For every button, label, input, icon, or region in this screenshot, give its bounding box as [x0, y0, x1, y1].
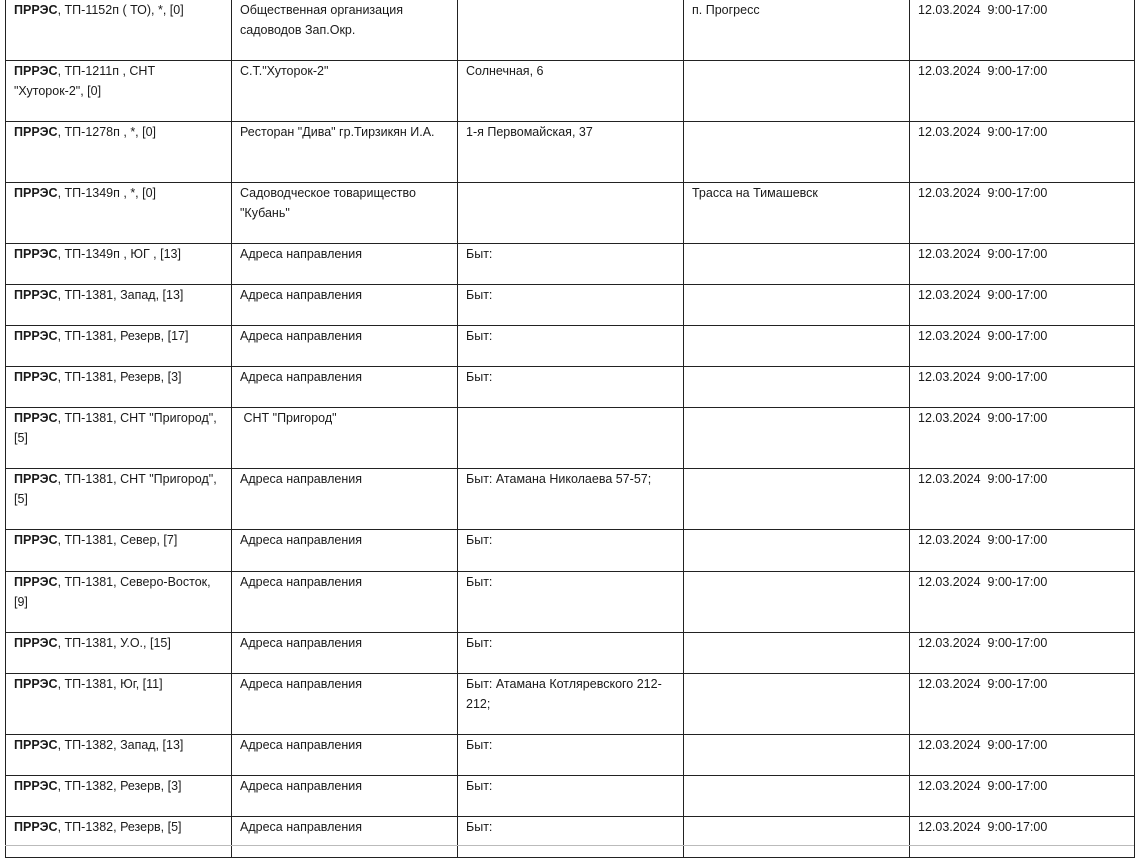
object-name: , ТП-1381, Север, [7]	[57, 533, 178, 547]
settlement-cell	[684, 572, 910, 633]
settlement-cell	[684, 367, 910, 408]
table-row	[6, 0, 1135, 61]
time-text: 9:00-17:00	[987, 738, 1048, 752]
res-prefix: ПРРЭС	[14, 738, 58, 752]
table-row	[6, 367, 1135, 408]
consumer-cell: Адреса направления	[232, 817, 458, 858]
address-cell: Быт:	[458, 530, 684, 572]
res-prefix: ПРРЭС	[14, 329, 58, 343]
consumer-cell: Общественная организация садоводов Зап.Окр.	[232, 0, 458, 61]
table-row	[6, 244, 1135, 285]
object-cell	[6, 183, 232, 244]
date-text: 12.03.2024	[918, 411, 981, 425]
res-prefix: ПРРЭС	[14, 64, 58, 78]
datetime-cell	[910, 0, 1135, 61]
object-name: , ТП-1381, СНТ "Пригород", [5]	[14, 411, 217, 445]
date-text: 12.03.2024	[918, 636, 981, 650]
object-cell	[6, 776, 232, 817]
consumer-cell: Адреса направления	[232, 367, 458, 408]
object-cell	[6, 633, 232, 674]
time-text: 9:00-17:00	[987, 636, 1048, 650]
res-prefix: ПРРЭС	[14, 820, 58, 834]
consumer-cell: Ресторан "Дива" гр.Тирзикян И.А.	[232, 122, 458, 183]
object-name: , ТП-1349п , ЮГ , [13]	[57, 247, 181, 261]
object-cell	[6, 367, 232, 408]
object-cell	[6, 244, 232, 285]
table-row	[6, 326, 1135, 367]
datetime-cell	[910, 817, 1135, 858]
consumer-cell: Адреса направления	[232, 735, 458, 776]
datetime-cell	[910, 530, 1135, 572]
address-cell: Солнечная, 6	[458, 61, 684, 122]
object-cell	[6, 408, 232, 469]
res-prefix: ПРРЭС	[14, 472, 58, 486]
object-cell	[6, 61, 232, 122]
date-text: 12.03.2024	[918, 533, 981, 547]
consumer-cell: Адреса направления	[232, 530, 458, 572]
object-cell	[6, 0, 232, 61]
time-text: 9:00-17:00	[987, 64, 1048, 78]
date-text: 12.03.2024	[918, 288, 981, 302]
datetime-cell	[910, 367, 1135, 408]
time-text: 9:00-17:00	[987, 288, 1048, 302]
date-text: 12.03.2024	[918, 779, 981, 793]
address-cell: 1-я Первомайская, 37	[458, 122, 684, 183]
address-cell	[458, 408, 684, 469]
res-prefix: ПРРЭС	[14, 186, 58, 200]
datetime-cell	[910, 633, 1135, 674]
settlement-cell	[684, 285, 910, 326]
datetime-cell	[910, 61, 1135, 122]
consumer-cell: Адреса направления	[232, 572, 458, 633]
date-text: 12.03.2024	[918, 3, 981, 17]
consumer-cell: Адреса направления	[232, 674, 458, 735]
outage-schedule-table	[5, 0, 1135, 858]
res-prefix: ПРРЭС	[14, 370, 58, 384]
object-name: , ТП-1211п , СНТ "Хуторок-2", [0]	[14, 64, 156, 98]
datetime-cell	[910, 285, 1135, 326]
object-name: , ТП-1381, Резерв, [17]	[57, 329, 189, 343]
date-text: 12.03.2024	[918, 370, 981, 384]
address-cell: Быт:	[458, 326, 684, 367]
consumer-cell: Адреса направления	[232, 469, 458, 530]
date-text: 12.03.2024	[918, 247, 981, 261]
object-cell	[6, 817, 232, 858]
object-cell	[6, 122, 232, 183]
settlement-cell	[684, 469, 910, 530]
object-name: , ТП-1382, Резерв, [3]	[57, 779, 182, 793]
date-text: 12.03.2024	[918, 329, 981, 343]
time-text: 9:00-17:00	[987, 125, 1048, 139]
consumer-cell: Адреса направления	[232, 285, 458, 326]
table-row	[6, 776, 1135, 817]
address-cell: Быт: Атамана Николаева 57-57;	[458, 469, 684, 530]
address-cell	[458, 0, 684, 61]
table-row	[6, 61, 1135, 122]
settlement-cell	[684, 530, 910, 572]
date-text: 12.03.2024	[918, 575, 981, 589]
time-text: 9:00-17:00	[987, 575, 1048, 589]
settlement-cell	[684, 735, 910, 776]
time-text: 9:00-17:00	[987, 533, 1048, 547]
address-cell: Быт:	[458, 776, 684, 817]
time-text: 9:00-17:00	[987, 247, 1048, 261]
consumer-cell: Адреса направления	[232, 776, 458, 817]
object-cell	[6, 326, 232, 367]
date-text: 12.03.2024	[918, 677, 981, 691]
address-cell: Быт:	[458, 367, 684, 408]
settlement-cell	[684, 674, 910, 735]
address-cell: Быт:	[458, 285, 684, 326]
table-row	[6, 122, 1135, 183]
object-name: , ТП-1382, Резерв, [5]	[57, 820, 182, 834]
object-cell	[6, 469, 232, 530]
object-name: , ТП-1381, Резерв, [3]	[57, 370, 182, 384]
consumer-cell: Адреса направления	[232, 633, 458, 674]
table-bottom-rule	[5, 845, 1134, 846]
time-text: 9:00-17:00	[987, 411, 1048, 425]
datetime-cell	[910, 776, 1135, 817]
table-row	[6, 735, 1135, 776]
date-text: 12.03.2024	[918, 820, 981, 834]
settlement-cell	[684, 61, 910, 122]
table-row	[6, 572, 1135, 633]
table-row	[6, 183, 1135, 244]
time-text: 9:00-17:00	[987, 677, 1048, 691]
settlement-cell	[684, 326, 910, 367]
res-prefix: ПРРЭС	[14, 3, 58, 17]
res-prefix: ПРРЭС	[14, 677, 58, 691]
res-prefix: ПРРЭС	[14, 288, 58, 302]
time-text: 9:00-17:00	[987, 779, 1048, 793]
object-name: , ТП-1381, СНТ "Пригород", [5]	[14, 472, 217, 506]
datetime-cell	[910, 183, 1135, 244]
res-prefix: ПРРЭС	[14, 533, 58, 547]
address-cell: Быт:	[458, 817, 684, 858]
table-row	[6, 469, 1135, 530]
object-cell	[6, 735, 232, 776]
date-text: 12.03.2024	[918, 64, 981, 78]
consumer-cell: Адреса направления	[232, 326, 458, 367]
address-cell	[458, 183, 684, 244]
address-cell: Быт:	[458, 572, 684, 633]
settlement-cell	[684, 776, 910, 817]
datetime-cell	[910, 469, 1135, 530]
res-prefix: ПРРЭС	[14, 125, 58, 139]
time-text: 9:00-17:00	[987, 472, 1048, 486]
address-cell: Быт:	[458, 735, 684, 776]
datetime-cell	[910, 408, 1135, 469]
object-name: , ТП-1381, Запад, [13]	[57, 288, 184, 302]
table-row	[6, 530, 1135, 572]
date-text: 12.03.2024	[918, 738, 981, 752]
settlement-cell	[684, 408, 910, 469]
settlement-cell	[684, 633, 910, 674]
settlement-cell: Трасса на Тимашевск	[684, 183, 910, 244]
object-name: , ТП-1381, Северо-Восток, [9]	[14, 575, 211, 609]
object-cell	[6, 572, 232, 633]
object-cell	[6, 530, 232, 572]
table-row	[6, 285, 1135, 326]
object-name: , ТП-1349п , *, [0]	[57, 186, 157, 200]
date-text: 12.03.2024	[918, 472, 981, 486]
res-prefix: ПРРЭС	[14, 575, 58, 589]
object-name: , ТП-1152п ( ТО), *, [0]	[57, 3, 184, 17]
object-name: , ТП-1381, Юг, [11]	[57, 677, 163, 691]
settlement-cell	[684, 244, 910, 285]
consumer-cell: Адреса направления	[232, 244, 458, 285]
datetime-cell	[910, 572, 1135, 633]
datetime-cell	[910, 326, 1135, 367]
consumer-cell: Садоводческое товарищество "Кубань"	[232, 183, 458, 244]
res-prefix: ПРРЭС	[14, 779, 58, 793]
time-text: 9:00-17:00	[987, 186, 1048, 200]
datetime-cell	[910, 735, 1135, 776]
address-cell: Быт: Атамана Котляревского 212-212;	[458, 674, 684, 735]
consumer-cell: С.Т."Хуторок-2"	[232, 61, 458, 122]
date-text: 12.03.2024	[918, 125, 981, 139]
table-row	[6, 408, 1135, 469]
object-name: , ТП-1382, Запад, [13]	[57, 738, 184, 752]
res-prefix: ПРРЭС	[14, 247, 58, 261]
settlement-cell	[684, 122, 910, 183]
settlement-cell	[684, 817, 910, 858]
address-cell: Быт:	[458, 633, 684, 674]
time-text: 9:00-17:00	[987, 329, 1048, 343]
time-text: 9:00-17:00	[987, 820, 1048, 834]
address-cell: Быт:	[458, 244, 684, 285]
datetime-cell	[910, 674, 1135, 735]
res-prefix: ПРРЭС	[14, 636, 58, 650]
object-cell	[6, 285, 232, 326]
object-name: , ТП-1381, У.О., [15]	[57, 636, 171, 650]
table-row	[6, 633, 1135, 674]
settlement-cell: п. Прогресс	[684, 0, 910, 61]
table-row	[6, 817, 1135, 858]
object-name: , ТП-1278п , *, [0]	[57, 125, 157, 139]
time-text: 9:00-17:00	[987, 370, 1048, 384]
res-prefix: ПРРЭС	[14, 411, 58, 425]
date-text: 12.03.2024	[918, 186, 981, 200]
object-cell	[6, 674, 232, 735]
datetime-cell	[910, 244, 1135, 285]
time-text: 9:00-17:00	[987, 3, 1048, 17]
table-row	[6, 674, 1135, 735]
datetime-cell	[910, 122, 1135, 183]
consumer-cell: СНТ "Пригород"	[232, 408, 458, 469]
